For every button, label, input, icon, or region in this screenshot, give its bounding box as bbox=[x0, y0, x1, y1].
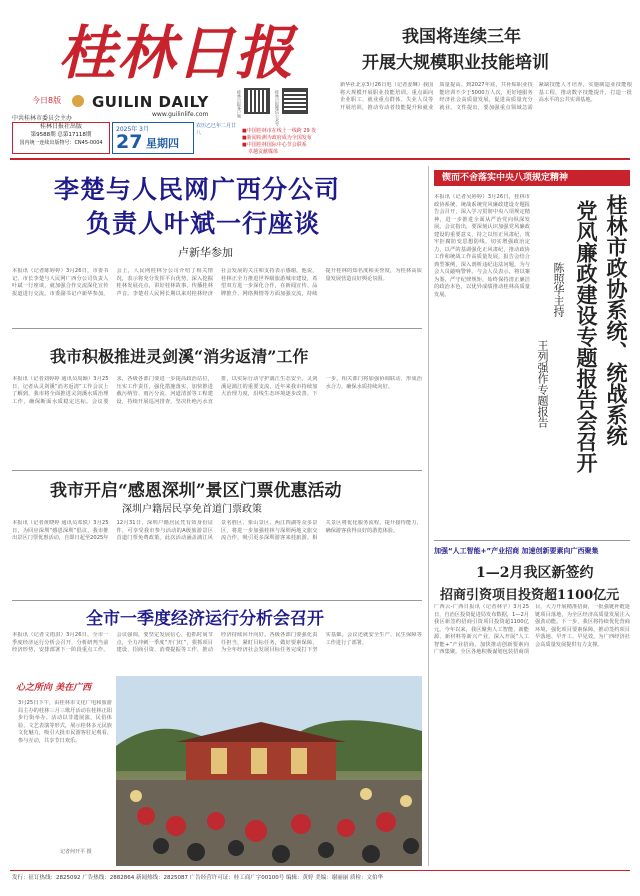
lead-title-2: 开展大规模职业技能培训 bbox=[362, 53, 549, 73]
story1-title-2: 负责人叶斌一行座谈 bbox=[86, 209, 321, 238]
story2-text: 本报讯（记者刘婷婷 通讯员周颖）3月25日，记者从灵剑溪“消劣返清”工作会议上了解到，我市将全面推进灵剑溪水质治理工作，确保断面水质稳定达标。会议要求，各级各部门要进一步提高政治站位，压实工作责任，强化措施落实，加快推进截污纳管、雨污分流、河道清淤等工程建设，持续开展巡河排查，坚决杜绝污水直排，以实际行动守护漓江生态安全。灵剑溪是漓江的重要支流，近年来我市持续加大治理力度，沿线生态环境逐步改善。下一步，相关部门将加强协调联动，形成治水合力，确保水质持续向好。 bbox=[12, 376, 422, 405]
name-en: GUILIN DAILY bbox=[92, 93, 209, 111]
lead-title-1: 我国将连续三年 bbox=[402, 27, 521, 47]
promo-4: 卓越贡献媒体 bbox=[248, 149, 279, 155]
promo-2: ■新闻检测为政府成为全国发布 bbox=[242, 135, 312, 141]
qr-label-1: 桂林日报客户端 bbox=[237, 90, 242, 118]
qr-label-2: 桂林日报微信公众号 bbox=[275, 90, 280, 126]
jiangwei-sub-2: 王列强作专题报告 bbox=[536, 340, 549, 428]
story3-text: 本报讯（记者黄晓婷 通讯员邓轶）3月25日，为回应深圳“感恩深圳”倡议，我市推出景区门票优惠活动，自即日起至2025年12月31日，深圳户籍居民凭有效身份证件，可享受我市参与活动的A级旅游景区首道门票免费政策。此次活动涵盖漓江风景名胜区、象山景区、两江四湖等众多景区，将进一步加强桂林与深圳两地文旅交流合作，吸引更多深圳游客来桂旅游。相关景区将优化服务流程，提升接待能力，确保游客获得良好的游览体验。 bbox=[12, 520, 422, 541]
date-year-month: 2025年 3月 bbox=[116, 126, 149, 133]
feature-tag: 心之所向 美在广西 bbox=[16, 683, 92, 693]
jiangwei-text: 本报讯（记者吴婷婷）3月26日，桂林市政协系统、统战系统党风廉政建设专题报告会召开，深入学习贯彻中央八项规定精神，进一步推进全面从严治党向纵深发展。会议指出，要深刻认识加强党风廉政建设的重要意义，持之以恒正风肃纪，筑牢拒腐防变思想防线，切实增强政治定力，以严的基调强化正风肃纪，推动政协工作和统战工作高质量发展。报告会结合典型案例，深入剖析违纪违法问题，为与会人员敲响警钟。与会人员表示，将以案为鉴，严守纪律规矩，始终保持清正廉洁的政治本色，以优异成绩推动桂林高质量发展。 bbox=[434, 194, 530, 298]
date-day: 27 bbox=[116, 131, 143, 153]
publisher: 中共桂林市委员会主办 bbox=[12, 115, 73, 122]
jiangwei-title-1: 桂林市政协系统、统战系统 bbox=[604, 194, 629, 446]
info-line-3: 国内统一连续出版物号：CN45-0004 bbox=[19, 140, 103, 146]
story1-title-1: 李楚与人民网广西分公司 bbox=[54, 175, 341, 204]
footer-text: 发行：征订热线：2825092 广告热线：2882864 新闻热线：2825087 广告经营许可证：桂工商广字00100号 编辑：黄婷 美编：谢丽丽 质检：文伯华 bbox=[12, 875, 383, 881]
invest-title-2: 招商引资项目投资超1100亿元 bbox=[440, 588, 620, 603]
story4-title: 全市一季度经济运行分析会召开 bbox=[86, 609, 324, 629]
date-box bbox=[112, 122, 194, 154]
feature-photo-scene bbox=[116, 676, 422, 866]
story4-text: 本报讯（记者文雨淇）3月26日，全市一季度经济运行分析会召开，分析研判当前经济形势，安排部署下一阶段重点工作。会议强调，要坚定发展信心，抢抓时间节点，全力冲刺一季度“开门红”，狠抓项目建设、招商引资、消费提振等工作，推动经济持续回升向好。各级各部门要强化责任担当，紧盯目标任务，做好要素保障，为全年经济社会发展目标任务完成打下坚实基础。会议还就安全生产、民生保障等工作进行了部署。 bbox=[12, 632, 422, 653]
invest-text: 广西云-广西日报讯（记者林宇）3月25日，自治区投资促进局发布数据，1—2月我区新签约招商引资项目投资超1100亿元。今年以来，我区聚焦人工智能、新能源、新材料等新兴产业，深入开展“人工智能+”产业招商，加快推动创新要素向广西集聚。全区各地积极谋划包装招商项目，大力开展精准招商，一批强链补链延链项目落地，为全区经济高质量发展注入强劲动能。下一步，我区将持续优化营商环境，强化项目要素保障，推动签约项目早落地、早开工、早见效，为广西经济社会高质量发展提供有力支撑。 bbox=[434, 604, 630, 655]
divider bbox=[12, 470, 422, 471]
invest-title-1: 1—2月我区新签约 bbox=[476, 565, 594, 581]
masthead-logo: 桂林日报 bbox=[58, 19, 295, 87]
story2-title: 我市积极推进灵剑溪“消劣返清”工作 bbox=[50, 347, 309, 366]
feature-photo bbox=[116, 676, 422, 866]
date-weekday: 星期四 bbox=[146, 137, 179, 150]
promo-3: ■中国桂林国际中心节会联系 bbox=[242, 142, 307, 148]
info-line-2: 第9588期 总第17118期 bbox=[30, 132, 92, 138]
divider bbox=[12, 328, 422, 329]
column-rule bbox=[428, 166, 429, 866]
jiangwei-banner bbox=[434, 170, 630, 186]
promo-1: ■中国桂林市在线上一线跨 29 发 bbox=[242, 128, 317, 134]
feature-text: 3月25日下午，由桂林市文化广电和旅游局主办的桂林三月三歌圩活动在桂林正阳步行街举办。活动以非遗展演、民俗体验、文艺表演等形式，展示桂林多元民族文化魅力，吸引大批市民游客驻足观看、参与互动，共享节日欢乐。 bbox=[18, 700, 112, 744]
invest-kicker: 加强“人工智能+”产业招商 加速创新要素向广西聚集 bbox=[434, 547, 599, 555]
story1-text: 本报讯（记者陈婷婷）3月26日，市委书记、市长李楚与人民网广西分公司负责人叶斌一行座谈，就加强合作交流深化宣传报道进行交流。市委副书记卢新华参加。会上，人民网桂林分公司介绍了相关情况，表示将充分发挥平台优势，深入挖掘桂林发展亮点，讲好桂林故事，传播桂林声音。李楚对人民网长期以来对桂林经济社会发展的关注和支持表示感谢。他说，桂林正全力推进世界级旅游城市建设，希望双方进一步深化合作，在新闻宣传、品牌推介、网络舆情等方面加强交流，持续提升桂林的知名度和美誉度，为桂林高质量发展营造良好舆论氛围。 bbox=[12, 268, 422, 297]
jiangwei-banner-text: 锲而不舍落实中央八项规定精神 bbox=[442, 173, 569, 183]
jiangwei-title-2: 党风廉政建设专题报告会召开 bbox=[574, 200, 599, 473]
qr-code-1 bbox=[244, 88, 270, 114]
lead-text: 新华社北京3月26日电（记者姜琳）我国将大规模开展职业技能培训，重点面向企业职工、就业重点群体、失业人员等开展培训，推动劳动者技能提升和就业质量提高。到2027年底，共补贴职业技能培训不少于5000万人次，更好地服务经济社会高质量发展，促进高质量充分就业。文件提出，要加强重点领域急需紧缺技能人才培养，实施制造业技能根基工程，推动数字技能提升，打造一批高水平的公共实训基地。 bbox=[340, 82, 632, 111]
site-url: www.guilinlife.com bbox=[152, 111, 209, 118]
story3-subtitle: 深圳户籍居民享免首道门票政策 bbox=[122, 504, 262, 515]
pages-count: 今日8版 bbox=[32, 96, 62, 105]
info-line-1: 桂林日报社出版 bbox=[39, 123, 82, 130]
story1-subtitle: 卢新华参加 bbox=[178, 246, 233, 259]
info-box bbox=[12, 122, 110, 154]
divider bbox=[434, 540, 630, 541]
lunar-date: 农历乙巳年二月廿八 bbox=[196, 123, 237, 136]
emblem-icon bbox=[72, 95, 84, 107]
qr-code-2 bbox=[282, 88, 308, 114]
footer-rule bbox=[10, 870, 630, 871]
jiangwei-sub-1: 陈照华主持 bbox=[552, 262, 565, 317]
masthead-rule bbox=[10, 158, 630, 160]
story3-title: 我市开启“感恩深圳”景区门票优惠活动 bbox=[50, 481, 342, 501]
divider bbox=[12, 600, 422, 601]
photo-credit: 记者何开平 摄 bbox=[60, 849, 92, 855]
